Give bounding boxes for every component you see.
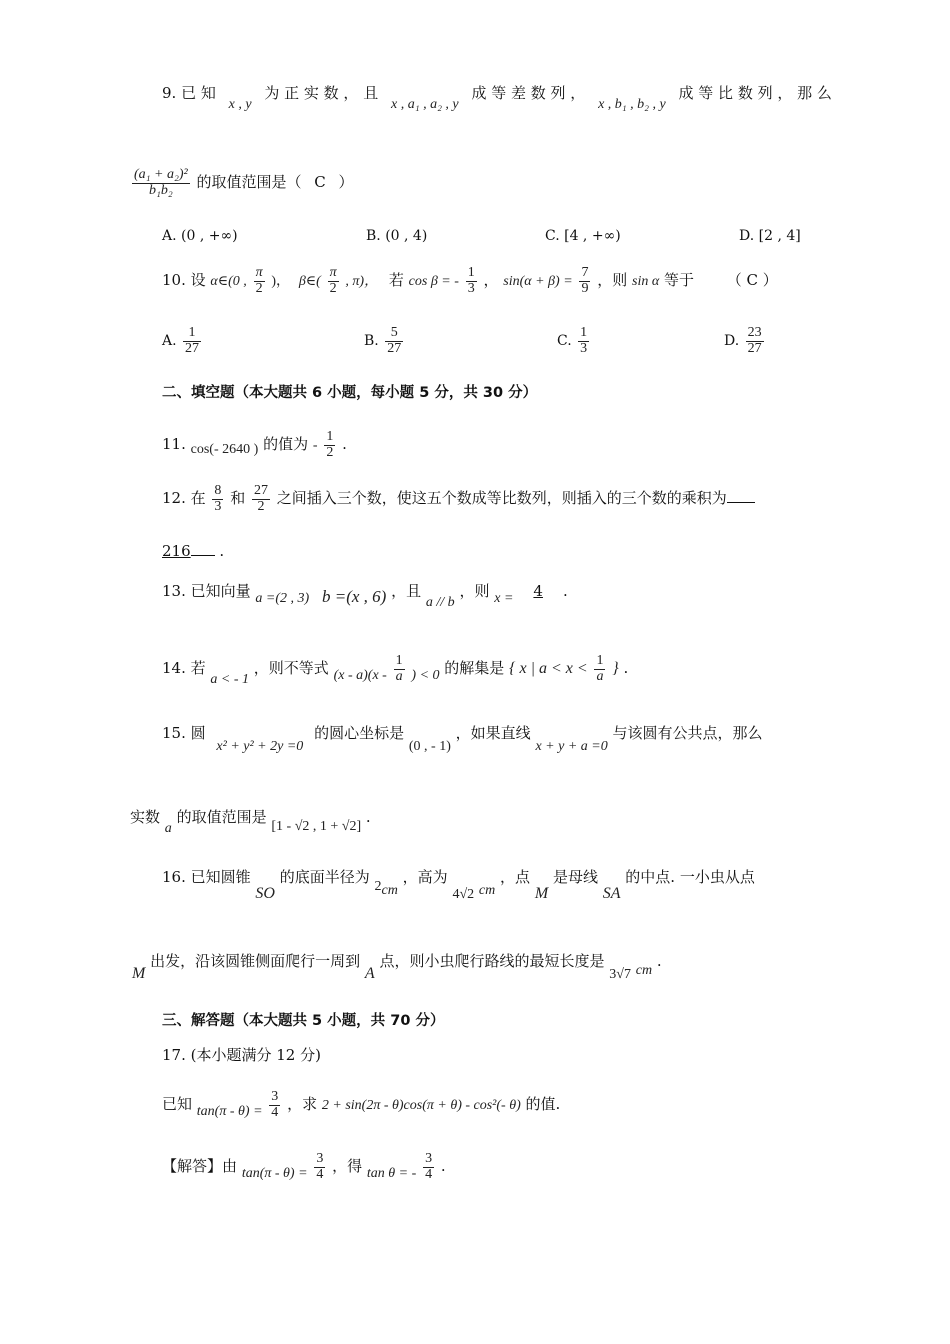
option-label: D. <box>724 333 740 350</box>
q14-number: 14. 若 <box>162 659 206 678</box>
q13-end: . <box>562 582 568 600</box>
q14-condition: a < - 1 <box>210 672 250 688</box>
q10-answer: （ C ） <box>726 271 778 290</box>
q13-vector-a: a =(2 , 3) <box>255 591 310 606</box>
q10-sin-sum: sin(α + β) = <box>503 274 573 290</box>
frac-den: 2 <box>329 280 337 296</box>
q14-set-right: } <box>612 660 619 678</box>
option-label: B. <box>364 333 379 350</box>
q17-sol-given: tan(π - θ) = <box>241 1166 308 1182</box>
q10-dengyu: 等于 <box>663 271 694 290</box>
q14-frac-1 <box>394 654 405 684</box>
q10-beta-close: , π)， <box>345 274 379 290</box>
q16-text1: 的底面半径为 <box>279 868 370 886</box>
q10-number: 10. 设 <box>162 271 206 290</box>
q16-point-m2: M <box>132 965 146 982</box>
q9-option-b: B. (0 , 4) <box>366 228 428 244</box>
q17-lead: 已知 <box>162 1095 193 1114</box>
q16-text4: 是母线 <box>552 868 598 886</box>
q9-arith-seq: x , a₁ , a₂ , y <box>390 97 459 112</box>
q17-given: tan(π - θ) = <box>196 1104 263 1120</box>
q12-blank-start <box>727 502 755 503</box>
frac-den: 4 <box>316 1166 324 1182</box>
q16-height: 4√2 <box>452 887 475 902</box>
q9-text1: 为 正 实 数 ， 且 <box>264 84 379 102</box>
q17-text2: 的值. <box>525 1095 561 1114</box>
frac-num: 5 <box>385 326 403 342</box>
frac-den: 4 <box>425 1166 433 1182</box>
frac-den: 9 <box>581 280 589 296</box>
q15-line-eq: x + y + a =0 <box>535 739 608 754</box>
q10-beta-range: β∈( <box>298 274 321 290</box>
q14-ineq-left: (x - a)(x - <box>333 668 387 684</box>
q10-option-c <box>557 326 591 356</box>
q15-shishu: 实数 <box>130 808 161 826</box>
q16-number: 16. 已知圆锥 <box>162 868 251 886</box>
q14-end: . <box>623 659 629 678</box>
q16-text3: ，点 <box>500 868 531 886</box>
q9-fraction <box>132 168 190 198</box>
q10-paren: )， <box>271 274 291 290</box>
q14-frac-2 <box>594 654 605 684</box>
q15-text4: 的取值范围是 <box>176 808 267 826</box>
q17-end: . <box>440 1157 446 1176</box>
q17-sol-text: ，得 <box>332 1157 363 1176</box>
q10-sep: ， <box>483 271 499 290</box>
q9-answer: C <box>314 173 326 192</box>
q11-expr: cos(- 2640 ) <box>190 442 259 458</box>
q15-number: 15. 圆 <box>162 724 206 742</box>
frac-num: 1 <box>467 265 475 280</box>
q12-text: 之间插入三个数，使这五个数成等比数列，则插入的三个数的乘积为 <box>276 489 727 508</box>
q13-vector-b: b =(x , 6) <box>321 587 387 606</box>
q11-answer-frac <box>324 430 335 460</box>
frac-num: 1 <box>326 429 334 444</box>
q13-line <box>162 582 568 610</box>
option-frac <box>385 326 403 356</box>
frac-num: 23 <box>747 325 762 340</box>
q9-text3: 成 等 比 数 列 ， 那 么 <box>678 84 832 102</box>
q12-frac-1 <box>212 484 223 514</box>
q16-end: . <box>656 952 662 970</box>
q10-alpha-range: α∈(0 , <box>210 274 247 290</box>
q14-text1: ，则不等式 <box>253 659 329 678</box>
q12-line1 <box>162 484 755 514</box>
section-3-heading: 三、解答题（本大题共 5 小题，共 70 分） <box>162 1013 445 1029</box>
q10-cos-beta: cos β = - <box>408 274 459 290</box>
q15-range: [1 - √2 , 1 + √2] <box>271 819 362 834</box>
q17-res-frac <box>423 1152 434 1182</box>
frac-den: a <box>395 668 403 684</box>
q11-line <box>162 430 347 460</box>
q14-line <box>162 653 629 688</box>
frac-num: 1 <box>395 653 403 668</box>
q17-title: 17. (本小题满分 12 分) <box>162 1046 321 1064</box>
q17-frac <box>269 1090 280 1120</box>
q17-expression: 2 + sin(2π - θ)cos(π + θ) - cos²(- θ) <box>321 1098 521 1114</box>
q12-blank-end <box>191 555 215 556</box>
q10-option-b <box>364 326 405 356</box>
q13-text1: ，且 <box>391 582 422 600</box>
frac-den: 2 <box>255 280 263 296</box>
q15-text1: 的圆心坐标是 <box>314 724 405 742</box>
q17-sol-you: 由 <box>222 1157 238 1176</box>
q12-number: 12. 在 <box>162 489 206 508</box>
q16-radius: 2 <box>374 879 382 894</box>
q17-problem <box>162 1090 560 1120</box>
option-frac <box>183 326 201 356</box>
frac-num: 1 <box>183 326 201 342</box>
q10-sin-alpha: sin α <box>632 274 660 290</box>
q15-circle-eq: x² + y² + 2y =0 <box>216 739 304 754</box>
option-label: C. <box>557 333 572 350</box>
q15-line2 <box>130 808 371 836</box>
q9-geo-seq: x , b₁ , b₂ , y <box>598 97 666 112</box>
q17-sol-result: tan θ = - <box>366 1166 417 1182</box>
q10-pi-over-2-b <box>328 266 339 296</box>
q15-text3: 与该圆有公共点，那么 <box>612 724 763 742</box>
frac-num: 7 <box>581 265 589 280</box>
q10-option-a <box>162 326 203 356</box>
frac-num: 3 <box>316 1151 324 1166</box>
q16-cm2: cm <box>478 883 496 898</box>
q17-solution <box>162 1152 446 1182</box>
q11-end: . <box>342 435 347 454</box>
q12-answer: 216 <box>162 542 191 560</box>
q9-option-d: D. [2 , 4] <box>739 228 801 244</box>
frac-den: 3 <box>214 498 222 514</box>
q9-close: ） <box>338 173 354 192</box>
q9-text2: 成 等 差 数 列 ， <box>471 84 586 102</box>
q16-text7: 点，则小虫爬行路线的最短长度是 <box>379 952 605 970</box>
q16-line1 <box>162 868 755 902</box>
q12-end: . <box>219 542 225 560</box>
frac-num: 27 <box>253 483 268 498</box>
q16-cm3: cm <box>635 963 653 978</box>
q15-text2: ，如果直线 <box>455 724 531 742</box>
q16-answer: 3√7 <box>609 967 631 982</box>
q16-text5: 的中点. 一小虫从点 <box>625 868 755 886</box>
q15-a: a <box>164 821 172 836</box>
q12-he: 和 <box>230 489 246 508</box>
q9-frac-den: b₁b₂ <box>148 182 173 198</box>
q11-minus: - <box>312 438 318 454</box>
q16-line2 <box>132 952 662 982</box>
frac-den: 4 <box>271 1104 279 1120</box>
q11-number: 11. <box>162 435 186 454</box>
q9-line1 <box>162 84 832 112</box>
q10-ruo: 若 <box>388 271 404 290</box>
q15-end: . <box>365 808 371 826</box>
q12-line2 <box>162 544 224 559</box>
frac-den: 2 <box>257 498 265 514</box>
q10-one-third <box>466 266 477 296</box>
frac-den: 27 <box>747 340 762 356</box>
q10-ze: ，则 <box>597 271 628 290</box>
q13-answer: 4 <box>533 582 543 600</box>
option-label: A. <box>162 333 177 350</box>
q11-text: 的值为 <box>263 435 309 454</box>
q14-text2: 的解集是 <box>444 659 505 678</box>
q10-seven-ninths <box>579 266 590 296</box>
frac-num: 3 <box>271 1089 279 1104</box>
q14-set-left: { x | a < x < <box>509 660 588 678</box>
frac-den: a <box>596 668 604 684</box>
q17-sol-frac <box>314 1152 325 1182</box>
q9-frac-num: (a₁ + a₂)² <box>134 167 188 182</box>
frac-num: 3 <box>425 1151 433 1166</box>
q13-text2: ，则 <box>459 582 490 600</box>
q16-text2: ，高为 <box>402 868 448 886</box>
frac-num: 1 <box>596 653 604 668</box>
frac-num: π <box>329 265 337 280</box>
q17-solution-label: 【解答】 <box>162 1157 223 1176</box>
q16-point-m: M <box>534 885 549 902</box>
q16-sa: SA <box>602 885 621 902</box>
q16-so: SO <box>255 885 275 902</box>
q9-number: 9. 已 知 <box>162 84 216 102</box>
q13-parallel: a // b <box>425 595 455 610</box>
frac-num: 1 <box>580 325 588 340</box>
q15-line1 <box>162 724 763 754</box>
frac-num: 8 <box>214 483 222 498</box>
q9-option-c: C. [4 , +∞) <box>545 228 621 244</box>
frac-den: 3 <box>467 280 475 296</box>
frac-den: 2 <box>326 444 334 460</box>
frac-den: 27 <box>387 340 402 356</box>
q13-number: 13. 已知向量 <box>162 582 251 600</box>
q13-x: x = <box>494 591 514 606</box>
q16-cm1: cm <box>381 883 398 898</box>
q9-line2 <box>130 168 354 198</box>
q15-center: (0 , - 1) <box>408 739 451 754</box>
q12-frac-2 <box>252 484 270 514</box>
q16-point-a: A <box>364 965 375 982</box>
q16-text6: 出发，沿该圆锥侧面爬行一周到 <box>150 952 361 970</box>
option-frac <box>746 326 764 356</box>
q17-text1: ，求 <box>287 1095 318 1114</box>
frac-den: 27 <box>185 340 200 356</box>
q9-xy: x , y <box>228 97 252 112</box>
section-2-heading: 二、填空题（本大题共 6 小题，每小题 5 分，共 30 分） <box>162 385 538 401</box>
frac-den: 3 <box>580 340 588 356</box>
q10-option-d <box>724 326 766 356</box>
q10-line <box>162 266 778 296</box>
q9-text4: 的取值范围是（ <box>196 173 302 192</box>
q14-ineq-right: ) < 0 <box>411 668 440 684</box>
frac-num: π <box>255 265 263 280</box>
q10-pi-over-2-a <box>254 266 265 296</box>
q9-option-a: A. (0 , +∞) <box>162 228 238 244</box>
option-frac <box>578 326 589 356</box>
